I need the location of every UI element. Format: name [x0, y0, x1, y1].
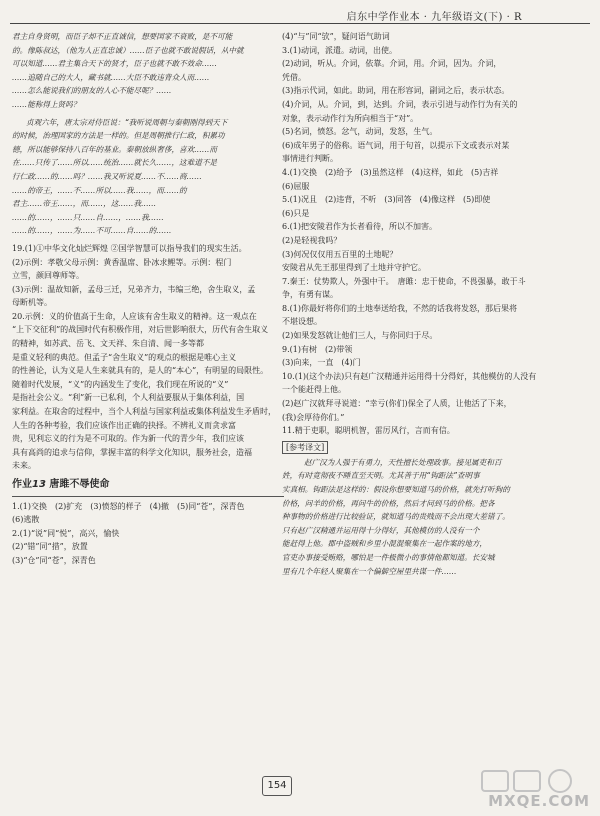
answer-line: (3)指示代词，如此。助词，用在形容词，副词之后，表示状态。 — [282, 86, 510, 96]
passage-line: 行仁政……的……吗？……我又听说夏……不……商…… — [12, 171, 202, 181]
watermark — [461, 766, 596, 814]
answer-line: 不堪设想。 — [282, 317, 322, 327]
answer-line: 11.精于吏职，聪明机智，雷厉风行，言而有信。 — [282, 426, 455, 436]
page-number: 154 — [262, 776, 292, 796]
answer-line: 8.(1)你最好将你们的土地奉送给我，不然的话我将发怒，那后果将 — [282, 303, 517, 313]
answer-line: 争，有勇有谋。 — [282, 290, 338, 300]
answer-line: 人生的各种考验，我们应该作出正确的抉择。不辨礼义而贪求富 — [12, 420, 236, 430]
answer-line: (6)屈服 — [282, 181, 310, 191]
answer-line: 贵，见利忘义的行为是不可取的。作为新一代的青少年，我们应该 — [12, 434, 244, 444]
reference-line: 赵广汉为人强于有勇力，天性擅长处理政事。接见属吏和百 — [304, 457, 502, 467]
answer-line: 母断机等。 — [12, 298, 52, 308]
passage-line: 在……只传了……所以……统治……就长久……，这难道不是 — [12, 158, 218, 168]
right-column — [282, 30, 582, 578]
passage-line: ……的……，……为……不可……自……的…… — [12, 226, 172, 236]
answer-line: 4.(1)交换 (2)给予 (3)虽然这样 (4)这样，如此 (5)吉祥 — [282, 167, 499, 177]
answer-line: 19.(1)①中华文化灿烂辉煌 ②国学智慧可以指导我们的现实生活。 — [12, 243, 247, 253]
translation-line: 君主自身贤明，而臣子却不正直诚信，想要国家不衰败，是不可能 — [12, 32, 233, 41]
watermark-logo-icon — [480, 768, 576, 794]
answer-line: (2)是轻视我吗？ — [282, 235, 342, 245]
answer-line: (4)介词，从。介词，到，达到。介词，表示引进与动作行为有关的 — [282, 99, 518, 109]
translation-line: ……怎么能说我们的朋友的人心不能尽呢？…… — [12, 86, 172, 96]
passage-line: ……的……，……只……自……，……我…… — [12, 212, 164, 222]
answer-line: 5.(1)况且 (2)违背，不听 (3)同答 (4)像这样 (5)即使 — [282, 195, 491, 205]
translation-line: ……追随自己的大人，藏书就……大臣不敢违背众人而…… — [12, 72, 210, 82]
answer-line: 未来。 — [12, 461, 36, 471]
answer-line: 6.(1)把安陵君作为长者看待，所以不加害。 — [282, 222, 437, 232]
answer-line: 对象，表示动作行为所向相当于“对”。 — [282, 113, 419, 123]
answer-line: (我)会厚待你们。” — [282, 412, 345, 422]
answer-line: 凭借。 — [282, 72, 306, 82]
section-prefix: 作业 — [12, 479, 32, 490]
answer-line: 的性善论，认为义是人生来就具有的，是人的“本心”，有明显的局限性。 — [12, 366, 269, 376]
translation-line: 可以知道……君主集合天下的贤才，臣子也就不敢不效命…… — [12, 59, 218, 69]
answer-line: 9.(1)有树 (2)带领 — [282, 344, 353, 354]
answer-line: (6)成年男子的俗称。语气词，用于句首，以提示下文或表示对某 — [282, 140, 510, 150]
header-title: 启东中学作业本 · 九年级语文(下) · R — [346, 12, 522, 23]
reference-line: 能赶得上他。郡中盗贼和乡里小混混聚集在一起作案的地方， — [282, 539, 488, 549]
answer-line: (3)何况仅仅用五百里的土地呢？ — [282, 249, 398, 259]
answer-line: 的精神，如苏武、岳飞、文天祥、朱自清、闻一多等都 — [12, 339, 204, 349]
answer-line: 一个能赶得上他。 — [282, 385, 346, 395]
answer-line: (3)“仓”同“苍”，深青色 — [12, 555, 96, 565]
answer-line: (2)示例：孝敬父母示例：黄香温席、卧冰求鲤等。示例：程门 — [12, 257, 232, 267]
answer-list-right — [282, 30, 582, 438]
answer-line: 10.(1)(这个办法)只有赵广汉精通并运用得十分得好，其他模仿的人没有 — [282, 371, 537, 381]
reference-line: 价格，问羊的价格，再问牛的价格，然后才问到马的价格。把各 — [282, 498, 495, 508]
reference-translation-text — [282, 456, 582, 578]
answer-line: 20.示例：义的价值高于生命，人应该有舍生取义的精神。这一观点在 — [12, 311, 257, 321]
answer-line: 立雪，颜回尊师等。 — [12, 271, 84, 281]
answer-line: 家利益。在取舍的过程中，当个人利益与国家利益或集体利益发生矛盾时， — [12, 407, 276, 417]
translation-line: 的。像陈叔达，（他为人正直忠诚）……臣子也就不敢说假话，从中就 — [12, 45, 244, 55]
answer-line: 具有高尚的追求与信仰，掌握丰富的科学文化知识，服务社会，造福 — [12, 447, 252, 457]
answer-line: (3)示例：温故知新，孟母三迁，兄弟齐力，韦编三绝，舍生取义，孟 — [12, 284, 256, 294]
reference-line: 官吏办事接受贿赂，哪怕是一件极微小的事情他都知道。长安城 — [282, 552, 495, 562]
answer-line: 1.(1)交换 (2)扩充 (3)愤怒的样子 (4)撤 (5)同“苍”，深青色 — [12, 501, 245, 511]
reference-translation-label: [参考译文] — [282, 441, 328, 454]
answer-line: (5)名词，愤怒。忿气，动词，发怒，生气。 — [282, 127, 438, 137]
answer-list-left — [12, 242, 284, 473]
answer-line: “上下交征利”的战国时代有积极作用，对后世影响很大，历代有舍生取义 — [12, 325, 269, 335]
passage-line: 的时候，治理国家的方法是一样的。但是周朝推行仁政，积累功 — [12, 131, 225, 141]
header-rule — [10, 23, 590, 24]
answer-line: 3.(1)动词，派遣。动词，出使。 — [282, 45, 397, 55]
reference-line: 里有几个年轻人聚集在一个偏僻空屋里共谋一件…… — [282, 566, 457, 576]
classical-passage — [12, 116, 284, 238]
reference-line: 实真相。钩距法是这样的：假设你想要知道马的价格，就先打听狗的 — [282, 485, 510, 494]
passage-line: 君主……帝王……，而……，这……我…… — [12, 199, 157, 209]
answer-line: (3)向来，一直 (4)门 — [282, 358, 361, 368]
answer-line: 随着时代发展，“义”的内涵发生了变化，我们现在所说的“义” — [12, 379, 229, 389]
answer-line: (2)“错”同“措”，放置 — [12, 542, 88, 552]
answer-line: 是重义轻利的典范。但孟子“舍生取义”的观点的根据是唯心主义 — [12, 352, 237, 362]
section-title-text: 唐雎不辱使命 — [49, 479, 110, 490]
answer-line: (4)“与”同“欤”，疑问语气助词 — [282, 32, 390, 41]
answer-line: (6)逃散 — [12, 515, 40, 525]
passage-line: ……的帝王，……不……所以……我……，而……的 — [12, 185, 187, 195]
section-answer-list — [12, 500, 284, 568]
left-column — [12, 30, 284, 568]
answer-line: 7.秦王：仗势欺人，外强中干。 唐雎：忠于使命，不畏强暴，敢于斗 — [282, 276, 526, 286]
answer-line: 事情进行判断。 — [282, 154, 338, 164]
answer-line: 安陵君从先王那里得到了土地并守护它。 — [282, 263, 426, 273]
watermark-text: MXQE.COM — [488, 792, 590, 810]
translation-block — [12, 30, 284, 112]
answer-line: 是指社会公义。“利”新一已私利，个人利益要服从于集体利益，国 — [12, 393, 245, 403]
reference-line: 姓，有时竟彻夜不睡直至天明。尤其善于用“钩距法”查明事 — [282, 471, 480, 481]
section-divider — [12, 496, 284, 497]
page-header — [0, 0, 600, 26]
section-number: 13 — [32, 479, 46, 490]
passage-line: 德，所以能够保持八百年的基业。秦朝放纵奢侈，喜欢……而 — [12, 144, 218, 154]
reference-line: 只有赵广汉精通并运用得十分得好，其他模仿的人没有一个 — [282, 525, 480, 535]
answer-line: (6)只是 — [282, 208, 310, 218]
answer-line: (2)动词，听从。介词，依靠。介词，用。介词，因为。介词， — [282, 59, 502, 69]
passage-line: 贞观六年，唐太宗对侍臣说：“我听说周朝与秦朝刚得到天下 — [26, 117, 228, 127]
answer-line: 2.(1)“说”同“悦”，高兴，愉快 — [12, 528, 120, 538]
answer-line: (2)如果发怒就让他们三人，与你同归于尽。 — [282, 331, 438, 341]
section-heading — [12, 478, 284, 492]
answer-line: (2)赵广汉就拜寻说道：“幸亏(你们)保全了人质，让他活了下来， — [282, 399, 512, 409]
reference-line: 种事物的价格进行比较验证，就知道马的贵贱而不会出现大差错了。 — [282, 512, 510, 522]
translation-line: ……能称得上贤吗？ — [12, 99, 81, 109]
